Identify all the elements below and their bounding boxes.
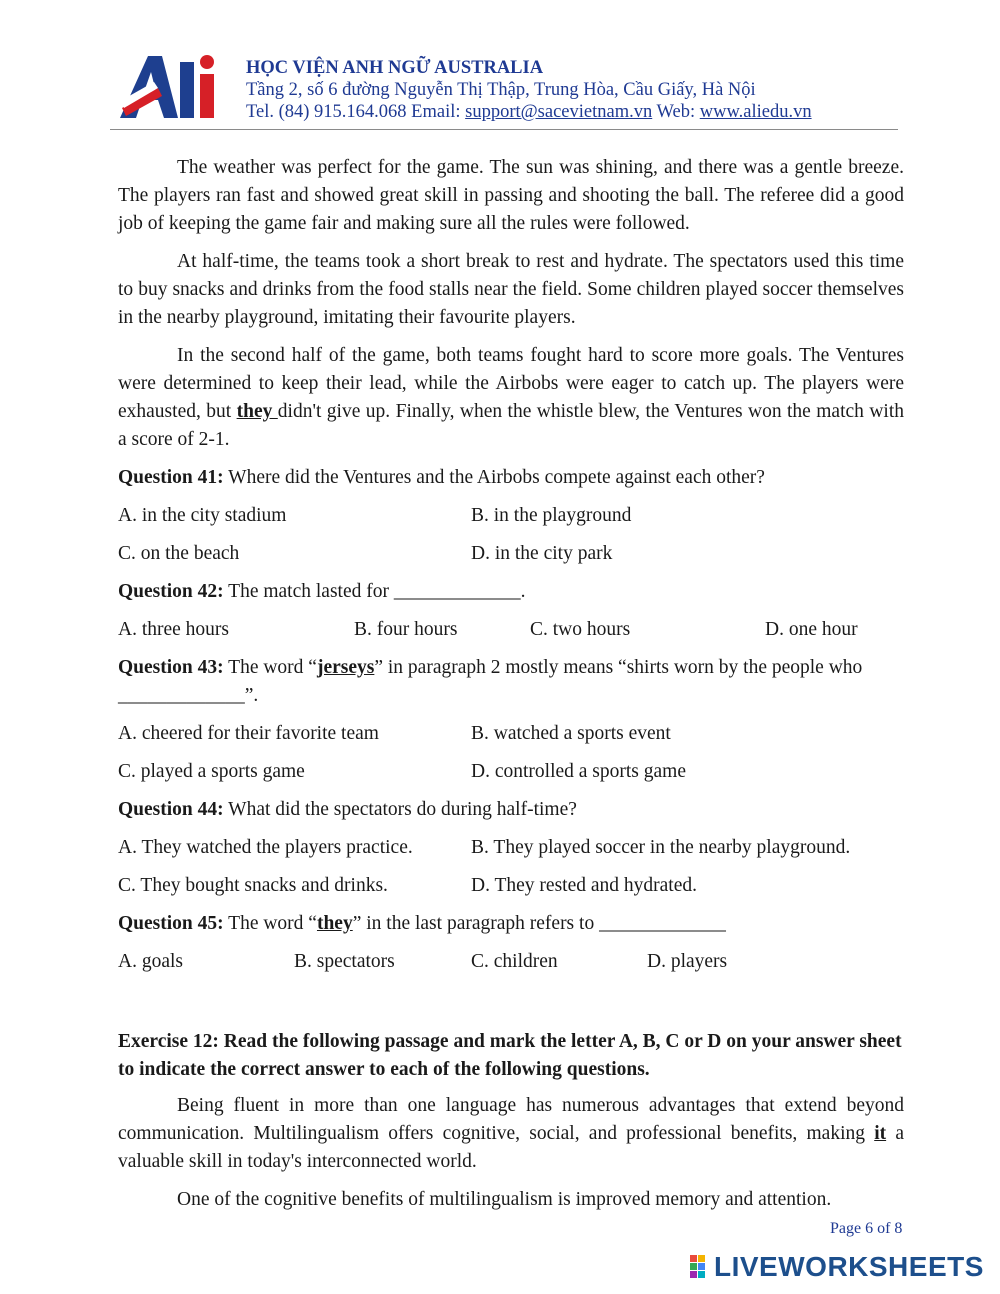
question-text: The word “ <box>223 913 317 934</box>
option-d[interactable]: D. controlled a sports game <box>471 761 686 782</box>
option-c[interactable]: C. on the beach <box>118 543 240 564</box>
underlined-word-it: it <box>874 1123 887 1144</box>
worksheet-content <box>118 154 904 1224</box>
options-row <box>118 502 904 530</box>
web-link[interactable]: www.aliedu.vn <box>699 102 812 122</box>
exercise-12-title: Exercise 12: Read the following passage and mark the letter A, B, C or D on your answer sheet to indicate the correct answer to each of the following questions. <box>118 1031 902 1080</box>
exercise-12-paragraph-2: One of the cognitive benefits of multilingualism is improved memory and attention. <box>177 1189 832 1210</box>
tel-label: Tel. (84) 915.164.068 Email: <box>246 102 466 122</box>
option-c[interactable]: C. played a sports game <box>118 761 305 782</box>
p3-text-2: didn't give up. Finally, when the whistle blew, the Ventures won the match with a score of 2-1. <box>118 401 904 450</box>
option-d[interactable]: D. in the city park <box>471 543 613 564</box>
option-c[interactable]: C. They bought snacks and drinks. <box>118 875 388 896</box>
option-a[interactable]: A. goals <box>118 951 183 972</box>
question-text: The word “ <box>223 657 317 678</box>
question-label: Question 41: <box>118 467 224 488</box>
underlined-word-jerseys: jerseys <box>316 657 375 678</box>
option-b[interactable]: B. four hours <box>354 619 458 640</box>
school-address: Tầng 2, số 6 đường Nguyễn Thị Thập, Trung Hòa, Cầu Giấy, Hà Nội <box>246 80 756 100</box>
options-row <box>118 758 904 786</box>
question-label: Question 42: <box>118 581 224 602</box>
question-label: Question 44: <box>118 799 224 820</box>
header-text <box>246 57 812 123</box>
option-b[interactable]: B. in the playground <box>471 505 632 526</box>
option-c[interactable]: C. two hours <box>530 619 631 640</box>
question-43 <box>118 654 904 710</box>
option-b[interactable]: B. watched a sports event <box>471 723 671 744</box>
option-c[interactable]: C. children <box>471 951 558 972</box>
passage-paragraph-1: The weather was perfect for the game. The sun was shining, and there was a gentle breeze. The players ran fast and showed great skill in passing and shooting the ball. The referee did a good job of keeping the game fair and making sure all the rules were followed. <box>118 157 904 234</box>
question-text: ” in the last paragraph refers to _____________ <box>352 913 726 934</box>
ex12-p1-text-1: Being fluent in more than one language has numerous advantages that extend beyond communication. Multilingualism offers cognitive, social, and professional benefits, making <box>118 1095 904 1144</box>
question-45 <box>118 910 904 938</box>
email-link[interactable]: support@sacevietnam.vn <box>465 102 653 122</box>
underlined-word-they: they <box>316 913 353 934</box>
exercise-12-paragraph-1 <box>118 1092 904 1176</box>
option-b[interactable]: B. They played soccer in the nearby playground. <box>471 837 851 858</box>
question-42 <box>118 578 904 606</box>
option-d[interactable]: D. They rested and hydrated. <box>471 875 697 896</box>
passage-paragraph-3 <box>118 342 904 454</box>
page-header <box>0 0 1000 140</box>
web-label: Web: <box>652 102 700 122</box>
p3-text-1: In the second half of the game, both teams fought hard to score more goals. The Ventures were determined to keep their lead, while the Airbobs were eager to catch up. The players were exhausted, but <box>118 345 904 422</box>
option-d[interactable]: D. players <box>647 951 728 972</box>
option-d[interactable]: D. one hour <box>765 619 858 640</box>
header-divider <box>110 129 898 130</box>
question-text: ” in paragraph 2 mostly means “shirts worn by the people who _____________”. <box>118 657 863 706</box>
liveworksheets-wordmark: LIVEWORKSHEETS <box>714 1251 984 1282</box>
option-b[interactable]: B. spectators <box>294 951 395 972</box>
ex12-p1-text-2: a valuable skill in today's interconnected world. <box>118 1123 904 1172</box>
contact-line <box>246 101 812 123</box>
question-text: The match lasted for _____________. <box>223 581 526 602</box>
question-41 <box>118 464 904 492</box>
option-a[interactable]: A. three hours <box>118 619 230 640</box>
underlined-word-they: they <box>236 401 278 422</box>
options-row <box>118 872 904 900</box>
question-44 <box>118 796 904 824</box>
question-text: Where did the Ventures and the Airbobs compete against each other? <box>223 467 765 488</box>
liveworksheets-logo-icon <box>690 1255 714 1279</box>
ali-logo <box>118 48 228 122</box>
options-row <box>118 616 904 644</box>
passage-paragraph-2: At half-time, the teams took a short break to rest and hydrate. The spectators used this time to buy snacks and drinks from the food stalls near the field. Some children played soccer themselves in the nearby playground, imitating their favourite players. <box>118 251 904 328</box>
school-name: HỌC VIỆN ANH NGỮ AUSTRALIA <box>246 58 544 78</box>
options-row <box>118 948 904 976</box>
question-text: What did the spectators do during half-time? <box>223 799 577 820</box>
page-number: Page 6 of 8 <box>830 1220 903 1237</box>
liveworksheets-brand <box>690 1252 984 1282</box>
option-a[interactable]: A. in the city stadium <box>118 505 287 526</box>
option-a[interactable]: A. They watched the players practice. <box>118 837 413 858</box>
options-row <box>118 834 904 862</box>
options-row <box>118 720 904 748</box>
option-a[interactable]: A. cheered for their favorite team <box>118 723 379 744</box>
question-label: Question 45: <box>118 913 224 934</box>
question-label: Question 43: <box>118 657 224 678</box>
options-row <box>118 540 904 568</box>
